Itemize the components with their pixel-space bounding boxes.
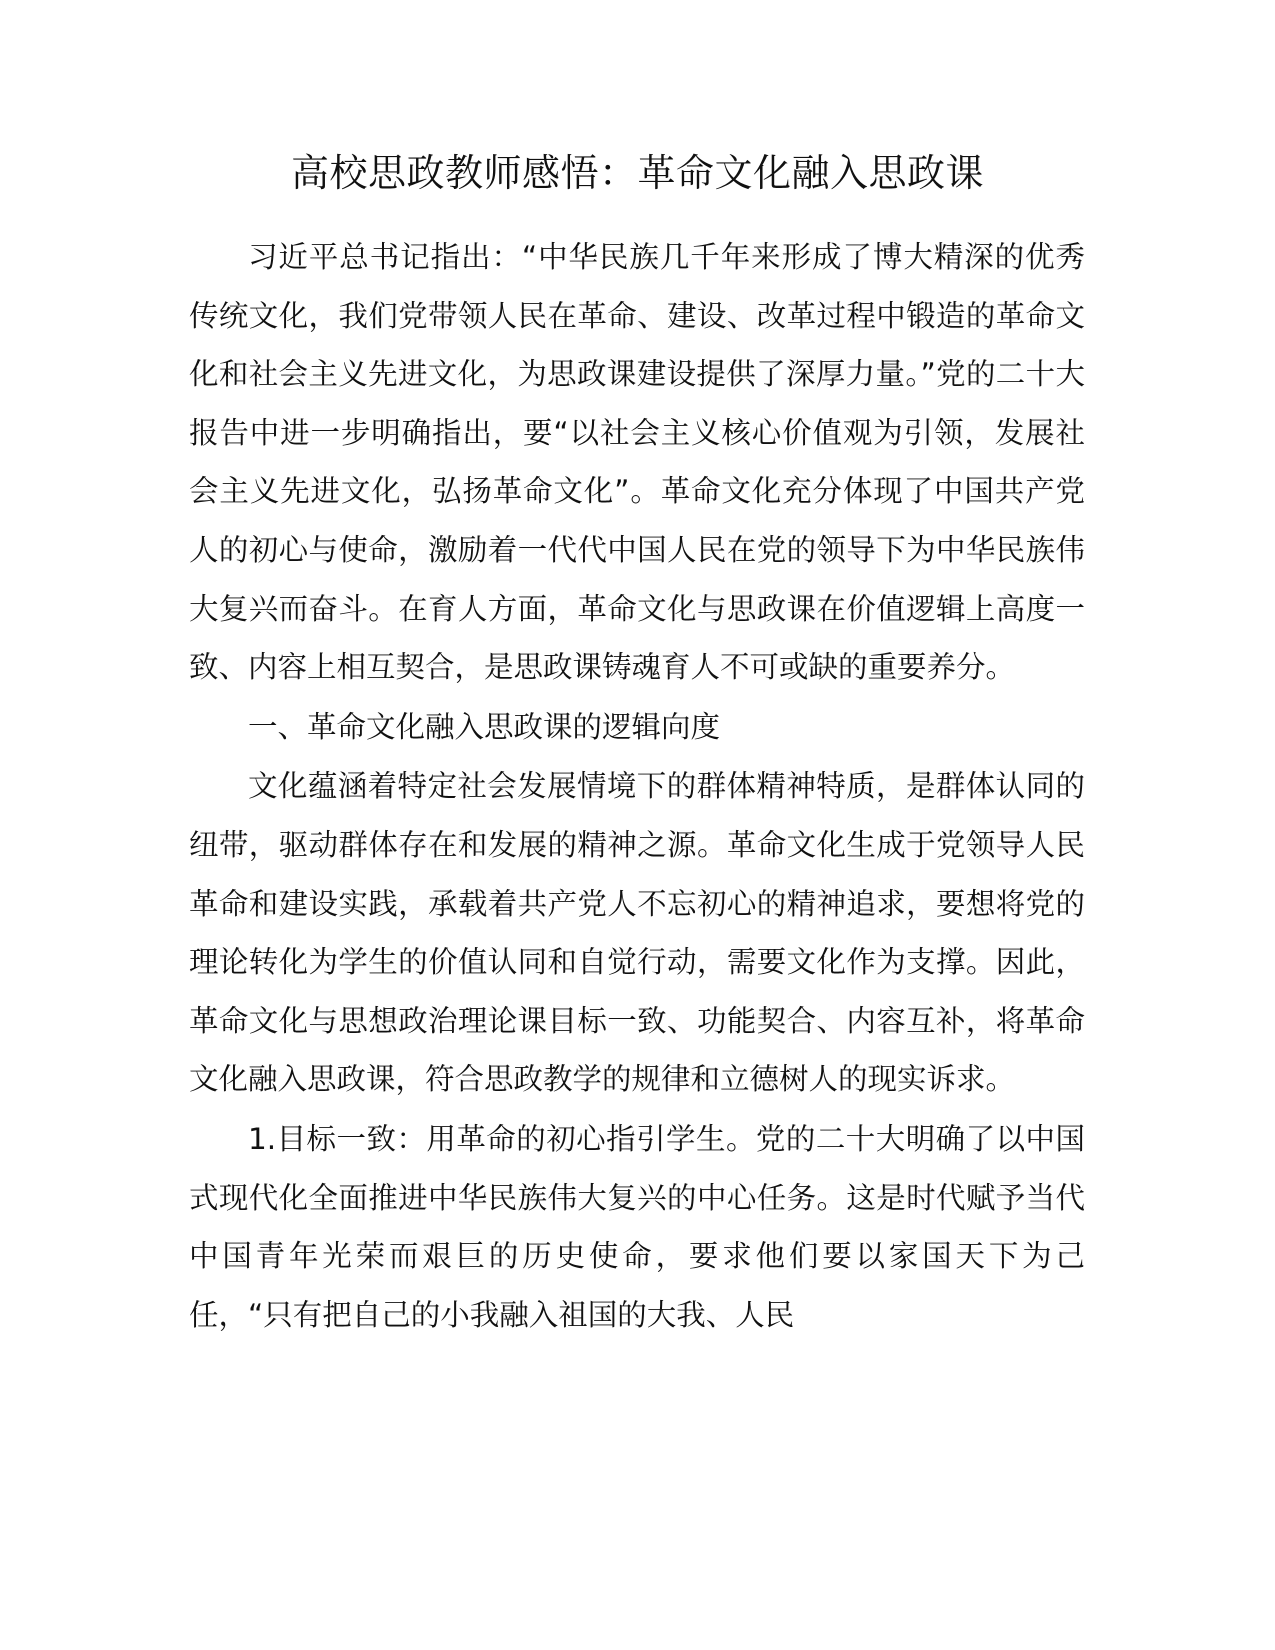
paragraph-intro: 习近平总书记指出：“中华民族几千年来形成了博大精深的优秀传统文化，我们党带领人民在革命、建设、改革过程中锻造的革命文化和社会主义先进文化，为思政课建设提供了深厚力量。”党的二十大报告中进一步明确指出，要“以社会主义核心价值观为引领，发展社会主义先进文化，弘扬革命文化”。革命文化充分体现了中国共产党人的初心与使命，激励着一代代中国人民在党的领导下为中华民族伟大复兴而奋斗。在育人方面，革命文化与思政课在价值逻辑上高度一致、内容上相互契合，是思政课铸魂育人不可或缺的重要养分。 <box>189 240 1085 685</box>
document-body <box>189 228 1085 1344</box>
document-title: 高校思政教师感悟：革命文化融入思政课 <box>290 151 984 195</box>
section-heading-1: 一、革命文化融入思政课的逻辑向度 <box>248 709 721 744</box>
paragraph-goal: 1.目标一致：用革命的初心指引学生。党的二十大明确了以中国式现代化全面推进中华民族伟大复兴的中心任务。这是时代赋予当代中国青年光荣而艰巨的历史使命，要求他们要以家国天下为己任，“只有把自己的小我融入祖国的大我、人民 <box>189 1121 1085 1332</box>
paragraph-logic: 文化蕴涵着特定社会发展情境下的群体精神特质，是群体认同的纽带，驱动群体存在和发展的精神之源。革命文化生成于党领导人民革命和建设实践，承载着共产党人不忘初心的精神追求，要想将党的理论转化为学生的价值认同和自觉行动，需要文化作为支撑。因此，革命文化与思想政治理论课目标一致、功能契合、内容互补，将革命文化融入思政课，符合思政教学的规律和立德树人的现实诉求。 <box>189 769 1085 1097</box>
